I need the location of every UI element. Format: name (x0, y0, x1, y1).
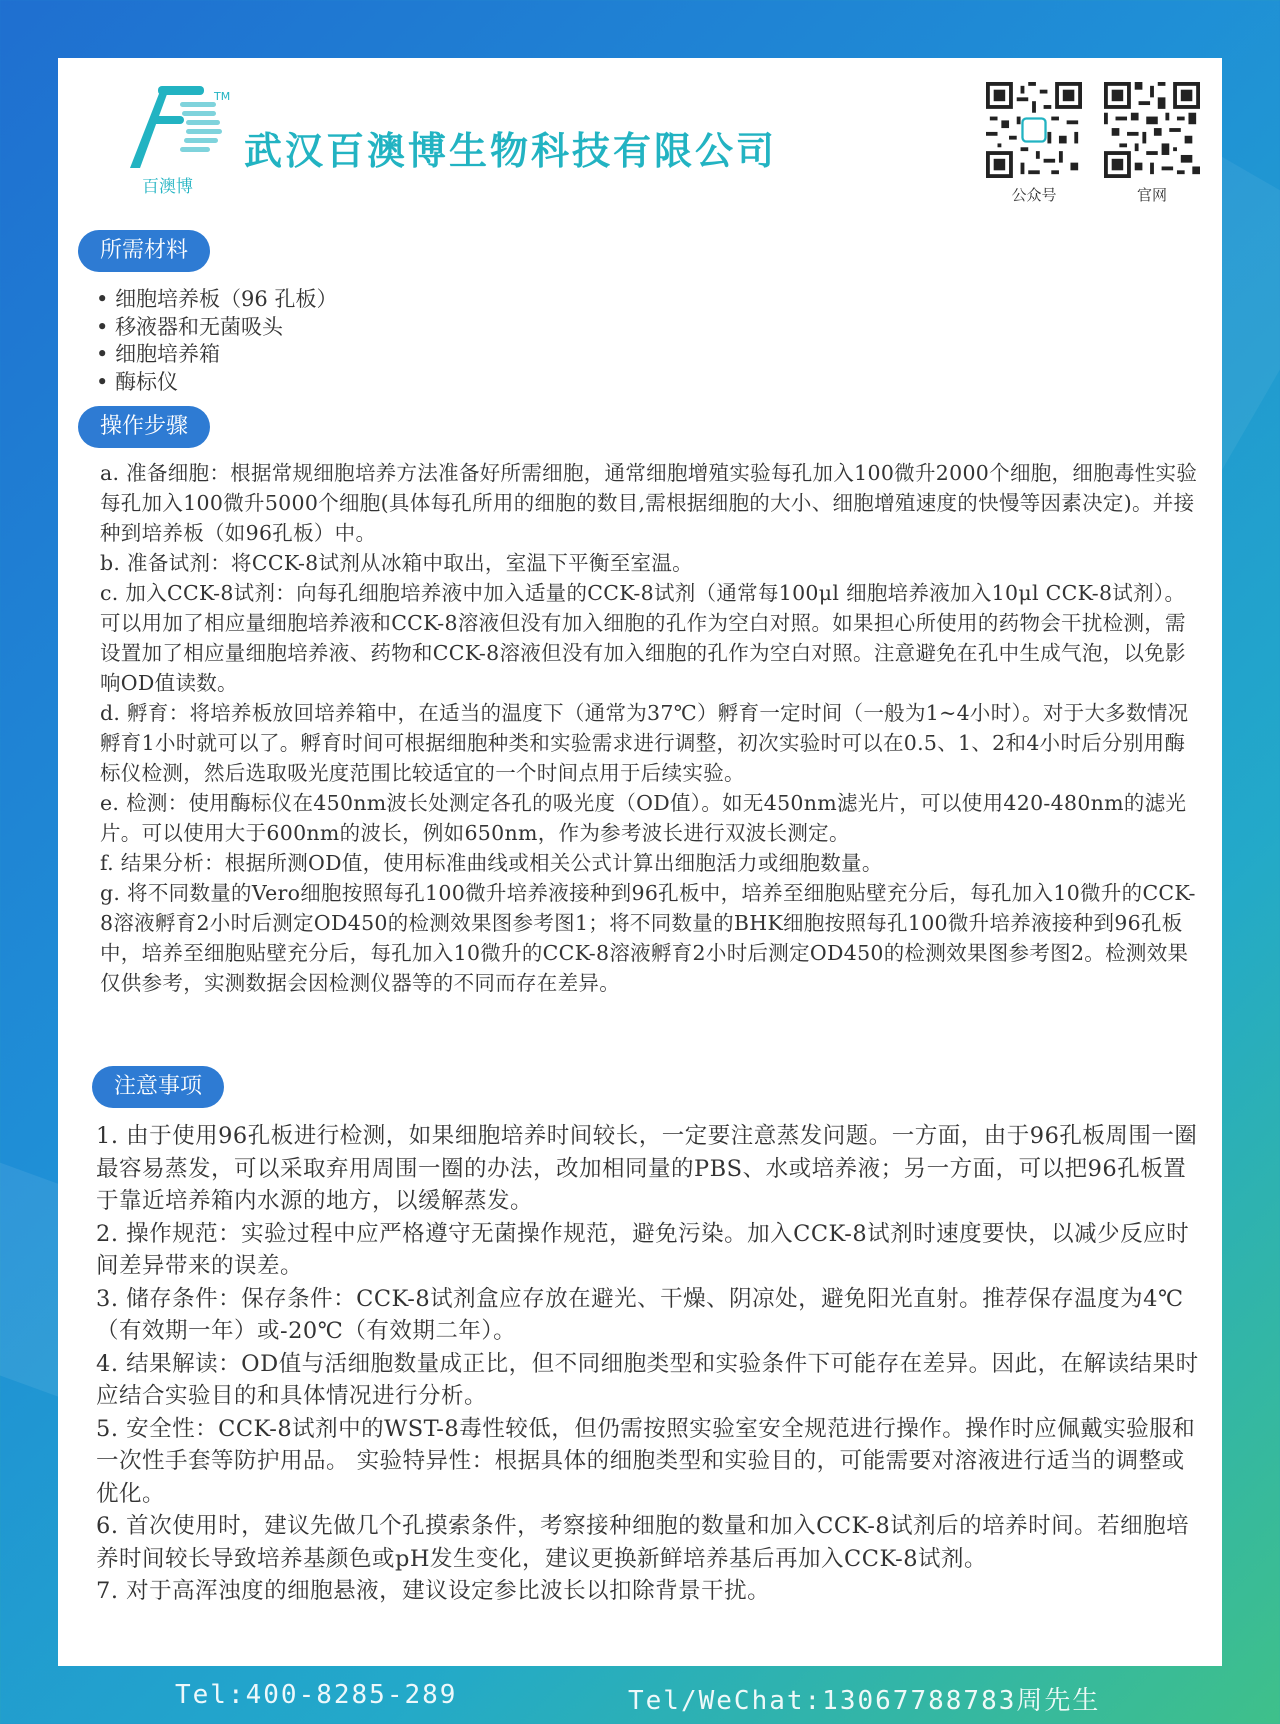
trademark: TM (214, 90, 231, 103)
section-title-materials: 所需材料 (78, 230, 210, 272)
footer-wechat: Tel/WeChat:13067788783周先生 (628, 1686, 1101, 1716)
qr-caption: 官网 (1136, 186, 1167, 204)
note-item: 5. 安全性：CCK-8试剂中的WST-8毒性较低，但仍需按照实验室安全规范进行操作。操作时应佩戴实验服和一次性手套等防护用品。 实验特异性：根据具体的细胞类型和实验目的，可能需要对溶液进行适当的调整或优化。 (96, 1415, 1196, 1507)
footer-tel: Tel:400-8285-289 (175, 1680, 458, 1710)
qr-code-icon (1104, 82, 1200, 178)
step-item: g. 将不同数量的Vero细胞按照每孔100微升培养液接种到96孔板中，培养至细胞贴壁充分后，每孔加入10微升的CCK-8溶液孵育2小时后测定OD450的检测效果图参考图1；将不同数量的BHK细胞按照每孔100微升培养液接种到96孔板中，培养至细胞贴壁充分后，每孔加入10微升的CCK-8溶液孵育2小时后测定OD450的检测效果图参考图2。检测效果仅供参考，实测数据会因检测仪器等的不同而存在差异。 (100, 881, 1196, 995)
note-item: 3. 储存条件：保存条件：CCK-8试剂盒应存放在避光、干燥、阴凉处，避免阳光直射。推荐保存温度为4℃（有效期一年）或-20℃（有效期二年）。 (96, 1285, 1184, 1344)
note-item: 2. 操作规范：实验过程中应严格遵守无菌操作规范，避免污染。加入CCK-8试剂时速度要快，以减少反应时间差异带来的误差。 (96, 1220, 1190, 1279)
note-item: 6. 首次使用时，建议先做几个孔摸索条件，考察接种细胞的数量和加入CCK-8试剂后的培养时间。若细胞培养时间较长导致培养基颜色或pH发生变化，建议更换新鲜培养基后再加入CCK-8试剂。 (96, 1513, 1190, 1572)
qr-caption: 公众号 (1011, 186, 1057, 204)
list-item: • 移液器和无菌吸头 (96, 314, 337, 342)
list-item: • 细胞培养箱 (96, 341, 337, 369)
step-item: e. 检测：使用酶标仪在450nm波长处测定各孔的吸光度（OD值）。如无450nm滤光片，可以使用420-480nm的滤光片。可以使用大于600nm的波长，例如650nm，作为参考波长进行双波长测定。 (100, 791, 1187, 845)
section-title-steps: 操作步骤 (78, 406, 210, 448)
document-card (58, 58, 1222, 1666)
section-title-notes: 注意事项 (92, 1066, 224, 1108)
list-item: • 酶标仪 (96, 369, 337, 397)
note-item: 4. 结果解读：OD值与活细胞数量成正比，但不同细胞类型和实验条件下可能存在差异。因此，在解读结果时应结合实验目的和具体情况进行分析。 (96, 1350, 1199, 1409)
step-item: f. 结果分析：根据所测OD值，使用标准曲线或相关公式计算出细胞活力或细胞数量。 (100, 851, 883, 875)
step-item: b. 准备试剂：将CCK-8试剂从冰箱中取出，室温下平衡至室温。 (100, 551, 693, 575)
qr-wechat-official[interactable] (984, 82, 1084, 205)
note-item: 1. 由于使用96孔板进行检测，如果细胞培养时间较长，一定要注意蒸发问题。一方面，由于96孔板周围一圈最容易蒸发，可以采取弃用周围一圈的办法，改加相同量的PBS、水或培养液；另一方面，可以把96孔板置于靠近培养箱内水源的地方，以缓解蒸发。 (96, 1123, 1198, 1214)
qr-code-icon (986, 82, 1082, 178)
note-item: 7. 对于高浑浊度的细胞悬液，建议设定参比波长以扣除背景干扰。 (96, 1578, 771, 1604)
list-item: • 细胞培养板（96 孔板） (96, 286, 337, 314)
qr-website[interactable] (1102, 82, 1202, 205)
notes-list (96, 1120, 1206, 1608)
logo-text: 百澳博 (142, 177, 193, 197)
step-item: a. 准备细胞：根据常规细胞培养方法准备好所需细胞，通常细胞增殖实验每孔加入100微升2000个细胞，细胞毒性实验每孔加入100微升5000个细胞(具体每孔所用的细胞的数目,需根据细胞的大小、细胞增殖速度的快慢等因素决定)。并接种到培养板（如96孔板）中。 (100, 461, 1198, 545)
company-name: 武汉百澳博生物科技有限公司 (244, 129, 778, 173)
step-item: d. 孵育：将培养板放回培养箱中，在适当的温度下（通常为37℃）孵育一定时间（一般为1~4小时）。对于大多数情况孵育1小时就可以了。孵育时间可根据细胞种类和实验需求进行调整，初次实验时可以在0.5、1、2和4小时后分别用酶标仪检测，然后选取吸光度范围比较适宜的一个时间点用于后续实验。 (100, 701, 1189, 785)
step-item: c. 加入CCK-8试剂：向每孔细胞培养液中加入适量的CCK-8试剂（通常每100μl 细胞培养液加入10μl CCK-8试剂）。可以用加了相应量细胞培养液和CCK-8溶液但没有加入细胞的孔作为空白对照。如果担心所使用的药物会干扰检测，需设置加了相应量细胞培养液、药物和CCK-8溶液但没有加入细胞的孔作为空白对照。注意避免在孔中生成气泡，以免影响OD值读数。 (100, 581, 1186, 695)
materials-list (96, 286, 337, 396)
steps-list (100, 458, 1200, 998)
